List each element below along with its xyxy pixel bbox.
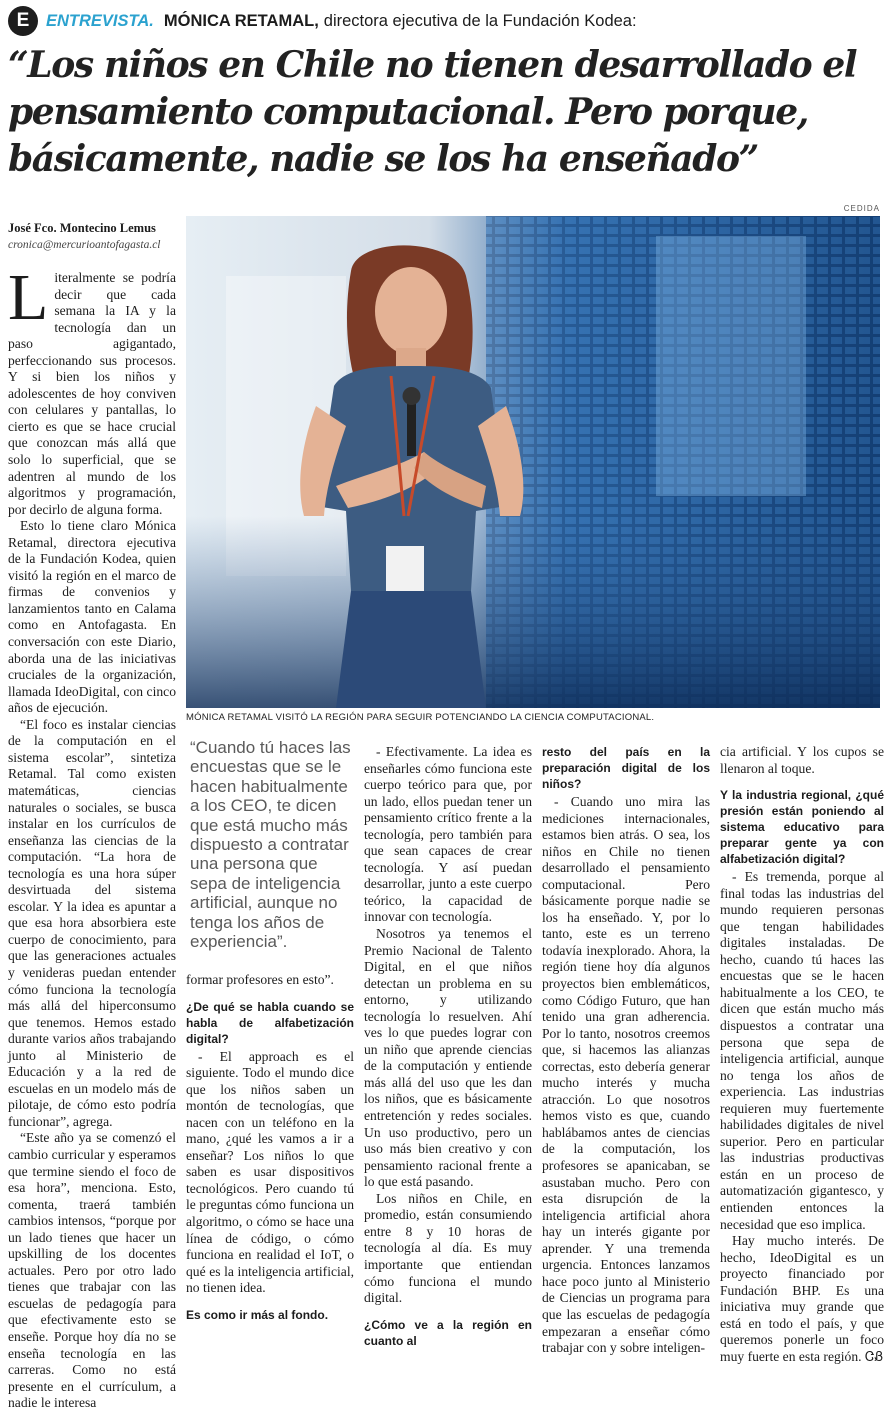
body-paragraph: Nosotros ya tenemos el Premio Nacional de Talento Digital, en el que niños detectan un problema en su entorno, y utilizando tecnología lo resuelven. Ahí ves lo que puedes lograr con un niño que aprende ciencias de la computación y entiende más allá del uso que les dan los niños, que es básicamente entretención y redes sociales. Un uso productivo, pero un uso más bien creativo y con pensamiento racional frente a lo que está pasando.: [364, 926, 532, 1190]
body-paragraph: formar profesores en esto”.: [186, 972, 334, 987]
pull-quote: “Cuando tú haces las encuestas que se le hacen habitualmente a los CEO, te dicen que está mucho más dispuesto a contratar una persona que sepa de inteligencia artificial, aunque no tenga los años de experiencia”.: [190, 738, 351, 952]
end-mark: ᏣᏰ: [864, 1348, 884, 1364]
article-column-5: [720, 744, 884, 1364]
interview-answer: - El approach es el siguiente. Todo el mundo dice que los niños saben un montón de tecnologías, que nacen con un teléfono en la mano, ¿qué les vamos a ir a enseñar? Los niños lo que saben es usar dispositivos tecnológicos. Pero cuando tú le preguntas cómo funciona un algoritmo, o cómo se hace una línea de código, o cómo funciona en realidad el IoT, o qué es la inteligencia artificial, no tienen idea.: [186, 1048, 354, 1296]
photo-caption: MÓNICA RETAMAL VISITÓ LA REGIÓN PARA SEGUIR POTENCIANDO LA CIENCIA COMPUTACIONAL.: [186, 712, 655, 723]
section-label: ENTREVISTA.: [46, 11, 154, 30]
interview-question: ¿De qué se habla cuando se habla de alfabetización digital?: [186, 999, 354, 1046]
article-column-2: [186, 972, 354, 1322]
body-paragraph: Esto lo tiene claro Mónica Retamal, directora ejecutiva de la Fundación Kodea, quien visitó la región en el marco de firmas de convenios y lanzamientos tanto en Calama como en Antofagasta. En conversación con este Diario, aborda una de las iniciativas cruciales de la organización, llamada IdeoDigital, con cinco años de ejecución.: [8, 518, 176, 716]
interview-answer: - Es tremenda, porque al final todas las industrias del mundo requieren personas que tengan habilidades digitales instaladas. De hecho, cuando tú haces las encuestas que se le hacen habitualmente a los CEO, te dicen que están mucho más dispuestos a contratar una persona que sepa de inteligencia artificial, aunque no tenga los años de experiencia. Las industrias requieren muy fuertemente habilidades digitales de nivel superior. Pero en particular las industrias productivas están en un proceso de automatización gigantesco, y entienden entonces la necesidad que eso implica.: [720, 869, 884, 1232]
photo-illustration: [186, 216, 880, 708]
interview-question: Y la industria regional, ¿qué presión están poniendo al sistema educativo para preparar gente ya con alfabetización digital?: [720, 788, 884, 867]
body-paragraph: “El foco es instalar ciencias de la computación en el sistema escolar”, sintetiza Retamal. Tal como existen matemáticas, ciencias naturales o sociales, se busca instalar en los currículos de enseñanza las ciencias de la computación. “La hora de tecnología es una hora súper desvirtuada del sistema escolar. Y la idea es apuntar a que esa hora absorbiera este cuerpo de conocimiento, para que las generaciones actuales y venideras puedan entender cómo funciona la tecnología más allá del hiperconsumo que tenemos. Hemos estado durante varios años trabajando junto al Ministerio de Educación y a la red de escuelas en un modelo más de pilotaje, de cómo esto podría funcionar”, agrega.: [8, 716, 176, 1129]
article-column-4: [542, 744, 710, 1356]
body-paragraph: Hay mucho interés. De hecho, IdeoDigital es un proyecto financiado por Fundación BHP. Es una iniciativa muy grande que está en todo el país, y que queremos ponerle un foco muy fuerte en esta región. ᏣᏰ: [720, 1233, 884, 1364]
photo-credit: CEDIDA: [843, 204, 880, 213]
interview-answer: - Efectivamente. La idea es enseñarles cómo funciona este cuerpo teórico para que, por un lado, ellos puedan tener un pensamiento crítico frente a la tecnología, pero también para que sean capaces de crear tecnología. Y así puedan desarrollar, junto a este cuerpo teórico, la capacidad de innovar con tecnología.: [364, 744, 532, 925]
article-column-1: [8, 261, 176, 1411]
author-name: José Fco. Montecino Lemus: [8, 221, 156, 235]
body-paragraph: Los niños en Chile, en promedio, están consumiendo entre 8 y 10 horas de tecnología al día. Es muy importante que entiendan cómo funciona el mundo digital.: [364, 1190, 532, 1306]
dropcap: L: [8, 261, 49, 334]
body-paragraph: cia artificial. Y los cupos se llenaron al toque.: [720, 744, 884, 776]
subject-name: MÓNICA RETAMAL,: [163, 11, 319, 30]
headline: “Los niños en Chile no tienen desarrollado el pensamiento computacional. Pero porque, básicamente, nadie se los ha enseñado”: [8, 44, 857, 180]
author-email[interactable]: cronica@mercurioantofagasta.cl: [8, 239, 161, 251]
byline: [8, 221, 178, 251]
article-photo: [186, 216, 880, 708]
article-kicker: [8, 6, 880, 36]
article-column-3: [364, 744, 532, 1348]
lead-paragraph: Literalmente se podría decir que cada semana la IA y la tecnología dan un paso agigantado, perfeccionando sus procesos. Y si bien los niños y adolescentes de hoy conviven con celulares y pantallas, lo cierto es que se hace crucial que conozcan más allá que solo lo superficial, que se adentren al mundo de los algoritmos y programación, por decirlo de alguna forma.: [8, 261, 176, 517]
interview-question: resto del país en la preparación digital de los niños?: [542, 745, 710, 791]
interview-question: Es como ir más al fondo.: [186, 1307, 329, 1322]
interview-answer: - Cuando uno mira las mediciones internacionales, estamos bien atrás. O sea, los niños en Chile no tienen desarrollado el pensamiento computacional. Pero básicamente porque nadie se los ha enseñado. Y, por lo tanto, este es un terreno todavía inexplorado. Ahora, la región tiene hoy día algunos proyectos bien emblemáticos, como Código Futuro, que han tenido una gran adherencia. Por lo tanto, nosotros creemos que, si hacemos las alianzas correctas, esto debería generar mucho interés y mucha atracción. Lo que nosotros hemos visto es que, cuando hablábamos antes de ciencias de la computación, los profesores se apanicaban, se asustaban mucho. Pero con esta disrupción de la inteligencia artificial ahora hay un interés gigante por aprender. Y una tremenda urgencia. Entonces lanzamos hace poco junto al Ministerio de Ciencias un programa para que las escuelas de pedagogía empezaran a enseñar cómo trabajar con y sobre inteligen-: [542, 794, 710, 1356]
interview-question: ¿Cómo ve a la región en cuanto al: [364, 1317, 532, 1348]
subject-role: directora ejecutiva de la Fundación Kodea:: [323, 11, 637, 30]
section-badge: E: [8, 6, 38, 36]
body-paragraph: “Este año ya se comenzó el cambio curricular y esperamos que termine siendo el foco de esa hora”, menciona. Esto, comenta, traerá también cambios intensos, “porque por un lado tienes que hacer un upskilling de los docentes actuales. Pero por otro lado tienes que trabajar con las escuelas de pedagogía para que efectivamente esto se enseñe. Porque hoy día no se enseña tecnología en las carreras. Como no está presente en el currículum, a nadie le interesa: [8, 1130, 176, 1411]
